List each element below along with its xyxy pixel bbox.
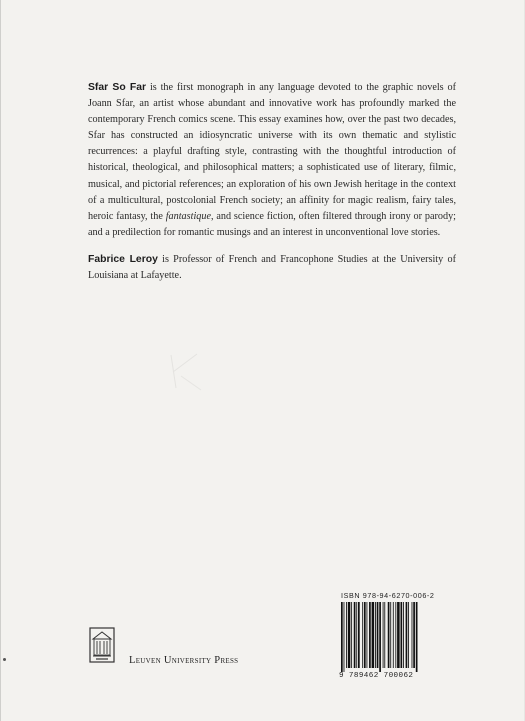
faint-sketch-mark <box>151 340 271 400</box>
barcode-bar <box>346 602 347 668</box>
barcode-bar <box>384 602 385 668</box>
barcode-bar <box>412 602 413 668</box>
barcode-bar <box>367 602 368 668</box>
publisher-name: Leuven University Press <box>129 655 239 666</box>
barcode-bar <box>379 602 381 672</box>
isbn-barcode <box>339 602 445 672</box>
barcode-bar <box>377 602 379 668</box>
barcode-bar <box>383 602 384 668</box>
barcode-bar <box>390 602 391 668</box>
edge-mark <box>3 658 6 661</box>
barcode-bar <box>348 602 351 668</box>
barcode-bar <box>375 602 376 668</box>
description-paragraph <box>88 80 456 241</box>
university-building-icon <box>89 627 115 663</box>
barcode-bar <box>364 602 366 668</box>
description-text-end: , and science fiction, often filtered through irony or parody; and a predilection for romantic musings and an interest in unconventional love stories. <box>88 210 456 238</box>
author-paragraph <box>88 252 456 284</box>
barcode-bar <box>416 602 418 672</box>
barcode-bar <box>354 602 356 668</box>
book-title: Sfar So Far <box>88 82 147 93</box>
barcode-bar <box>351 602 352 668</box>
barcode-bar <box>401 602 403 668</box>
barcode-digits: 9 789462 700062 <box>339 672 414 680</box>
barcode-bar <box>358 602 360 668</box>
description-text: is the first monograph in any language devoted to the graphic novels of Joann Sfar, an artist whose abundant and innovative work has profoundly marked the contemporary French comics scene. This essay examines how, over the past two decades, Sfar has constructed an idiosyncratic universe with its own thematic and stylistic recurrences: a playful drafting style, contrasting with the thoughtful introduction of historical, theological, and philosophical matters; a sophisticated use of literary, filmic, musical, and pictorial references; an exploration of his own Jewish heritage in the context of a multicultural, postcolonial French society; an affinity for magic realism, fairy tales, heroic fantasy, the <box>88 82 456 222</box>
isbn-label: ISBN 978-94-6270-006-2 <box>341 591 435 600</box>
barcode-bar <box>397 602 400 668</box>
barcode-bar <box>413 602 415 668</box>
barcode-bar <box>388 602 390 668</box>
barcode-bar <box>344 602 345 672</box>
barcode-bar <box>408 602 409 668</box>
barcode-bar <box>362 602 363 668</box>
barcode-bar <box>403 602 404 668</box>
barcode-bar <box>372 602 375 668</box>
author-bio: is Professor of French and Francophone Studies at the University of Louisiana at Lafayette. <box>88 253 456 282</box>
barcode-bar <box>341 602 343 672</box>
barcode-bar <box>395 602 396 668</box>
barcode-bar <box>393 602 394 668</box>
description-italic: fantastique <box>165 210 211 222</box>
barcode-bar <box>356 602 357 668</box>
barcode-bar <box>406 602 408 668</box>
back-cover-text <box>88 80 456 295</box>
author-name: Fabrice Leroy <box>88 253 158 265</box>
barcode-bar <box>369 602 371 668</box>
